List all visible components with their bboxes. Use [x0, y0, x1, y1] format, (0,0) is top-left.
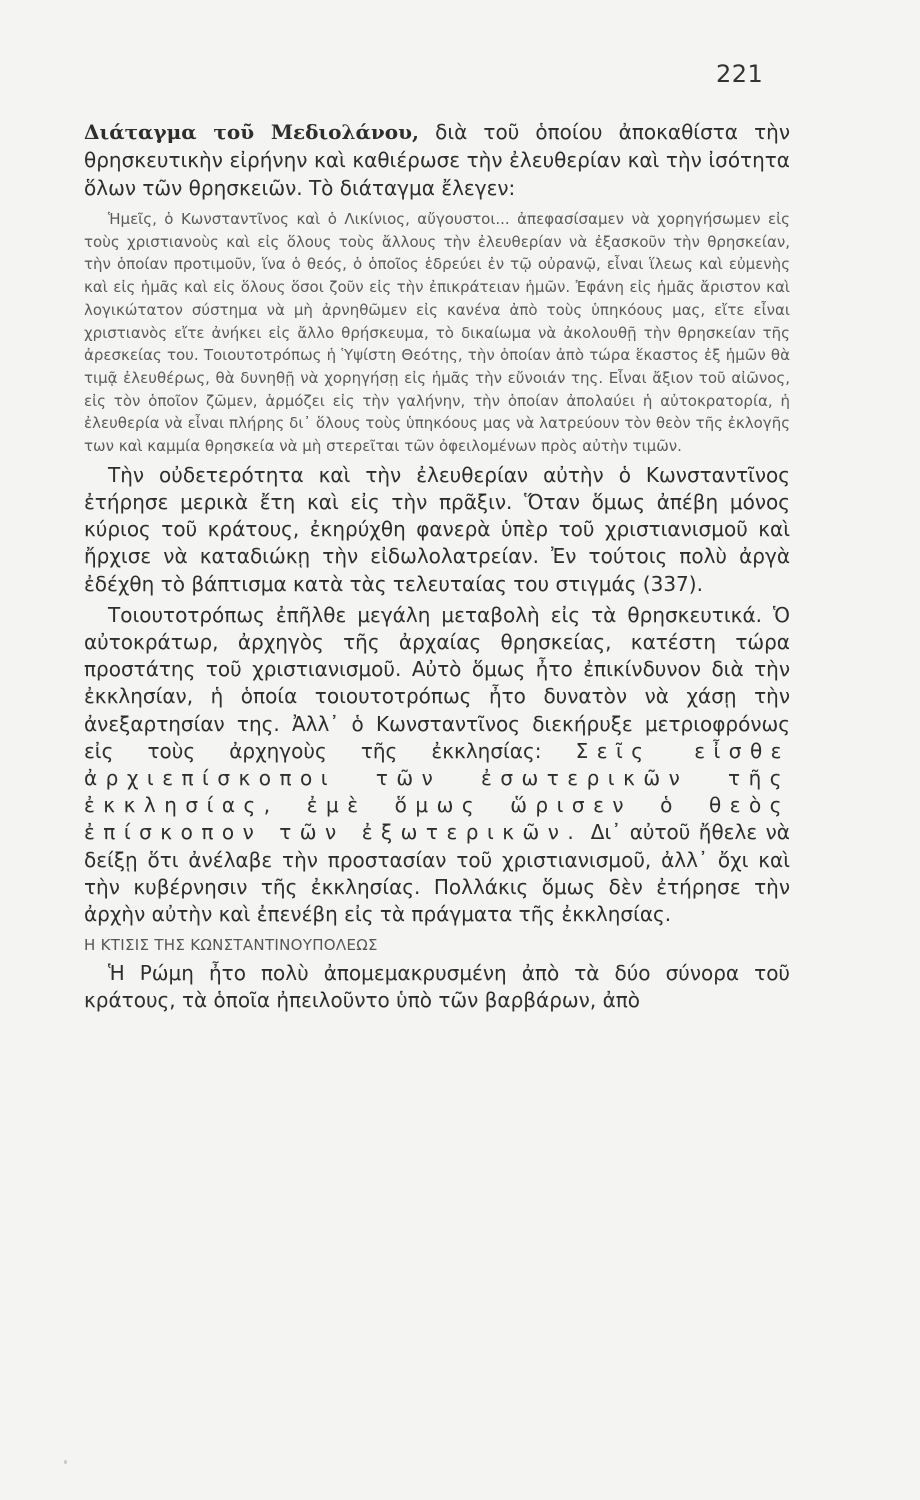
paragraph-neutrality: Τὴν οὐδετερότητα καὶ τὴν ἐλευθερίαν αὐτὴν ὁ Κωνσταντῖνος ἐτήρησε μερικὰ ἔτη καὶ εἰς τὴν πρᾶξιν. Ὅταν ὅμως ἀπέβη μόνος κύριος τοῦ κράτους, ἐκηρύχθη φανερὰ ὑπὲρ τοῦ χριστιανισμοῦ καὶ ἤρχισε νὰ καταδιώκῃ τὴν εἰδωλολατρείαν. Ἐν τούτοις πολὺ ἀργὰ ἐδέχθη τὸ βάπτισμα κατὰ τὰς τελευταίας του στιγμάς (337).	[84, 462, 790, 596]
page-number: 221	[716, 60, 764, 88]
paragraph-rome-distance: Ἡ Ρώμη ἦτο πολὺ ἀπομεμακρυσμένη ἀπὸ τὰ δύο σύνορα τοῦ κράτους, τὰ ὁποῖα ἠπειλοῦντο ὑπὸ τῶν βαρβάρων, ἀπὸ	[84, 961, 790, 1013]
religious-change-text: Τοιουτοτρόπως ἐπῆλθε μεγάλη μεταβολὴ εἰς τὰ θρησκευτικά. Ὁ αὐτοκράτωρ, ἀρχηγὸς τῆς ἀρχαίας θρησκείας, κατέστη τώρα προστάτης τοῦ χριστιανισμοῦ. Αὐτὸ ὅμως ἦτο ἐπικίνδυνον διὰ τὴν ἐκκλησίαν, ἡ ὁποία τοιουτοτρόπως ἦτο δυνατὸν νὰ χάσῃ τὴν ἀνεξαρτησίαν της. Ἀλλ᾽ ὁ Κωνσταντῖνος διεκήρυξε μετριοφρόνως εἰς τοὺς ἀρχηγοὺς τῆς ἐκκλησίας:	[84, 602, 790, 763]
paragraph-religious-change	[84, 602, 790, 928]
intro-text: διὰ τοῦ ὁποίου ἀποκαθίστα τὴν θρησκευτικὴν εἰρήνην καὶ καθιέρωσε τὴν ἐλευθερίαν καὶ τὴν ἰσότητα ὅλων τῶν θρησκειῶν. Τὸ διάταγμα ἔλεγεν:	[84, 120, 790, 200]
page-body	[84, 118, 790, 1015]
paragraph-edict-intro	[84, 118, 790, 202]
paper-speck	[64, 1460, 67, 1464]
religious-change-conclusion: Δι᾽ αὐτοῦ ἤθελε νὰ δείξῃ ὅτι ἀνέλαβε τὴν προστασίαν τοῦ χριστιανισμοῦ, ἀλλ᾽ ὄχι καὶ τὴν κυβέρνησιν τῆς ἐκκλησίας. Πολλάκις ὅμως δὲν ἐτήρησε τὴν ἀρχὴν αὐτὴν καὶ ἐπενέβη εἰς τὰ πράγματα τῆς ἐκκλησίας.	[84, 820, 790, 926]
section-heading-constantinople: Η ΚΤΙΣΙΣ ΤΗΣ ΚΩΝΣΤΑΝΤΙΝΟΥΠΟΛΕΩΣ	[84, 936, 378, 955]
bold-term-edict-of-milan: Διάταγμα τοῦ Μεδιολάνου,	[84, 120, 419, 144]
emperor-quote-spaced: Σεῖς εἶσθε ἀρχιεπίσκοποι τῶν ἐσωτερικῶν τῆς ἐκκλησίας, ἐμὲ ὅμως ὥρισεν ὁ θεὸς ἐπίσκοπον τῶν ἐξωτερικῶν.	[84, 738, 790, 845]
edict-quotation: Ἡμεῖς, ὁ Κωνσταντῖνος καὶ ὁ Λικίνιος, αὔγουστοι... ἀπεφασίσαμεν νὰ χορηγήσωμεν εἰς τοὺς χριστιανοὺς καὶ εἰς ὅλους τοὺς ἄλλους τὴν ἐλευθερίαν νὰ ἐξασκοῦν τὴν θρησκείαν, τὴν ὁποίαν προτιμοῦν, ἵνα ὁ θεός, ὁ ὁποῖος ἑδρεύει ἐν τῷ οὐρανῷ, εἶναι ἵλεως καὶ εὐμενὴς καὶ εἰς ἡμᾶς καὶ εἰς ὅλους ὅσοι ζοῦν εἰς τὴν ἐπικράτειαν ἡμῶν. Ἐφάνη εἰς ἡμᾶς ἄριστον καὶ λογικώτατον σύστημα νὰ μὴ ἀρνηθῶμεν εἰς κανένα ἀπὸ τοὺς ὑπηκόους μας, εἴτε εἶναι χριστιανὸς εἴτε ἀνήκει εἰς ἄλλο θρήσκευμα, τὸ δικαίωμα νὰ ἀκολουθῇ τὴν θρησκείαν τῆς ἀρεσκείας του. Τοιουτοτρόπως ἡ Ὑψίστη Θεότης, τὴν ὁποίαν ἀπὸ τώρα ἕκαστος ἐξ ἡμῶν θὰ τιμᾷ ἐλευθέρως, θὰ δυνηθῇ νὰ χορηγήσῃ εἰς ἡμᾶς τὴν εὔνοιάν της. Εἶναι ἄξιον τοῦ αἰῶνος, εἰς τὸν ὁποῖον ζῶμεν, ἁρμόζει εἰς τὴν γαλήνην, τὴν ὁποίαν ἀπολαύει ἡ αὐτοκρατορία, ἡ ἐλευθερία νὰ εἶναι πλήρης δι᾽ ὅλους τοὺς ὑπηκόους μας νὰ λατρεύουν τὸν θεὸν τῆς ἐκλογῆς των καὶ καμμία θρησκεία νὰ μὴ στερεῖται τῶν ὀφειλομένων πρὸς αὐτὴν τιμῶν.	[84, 210, 790, 456]
